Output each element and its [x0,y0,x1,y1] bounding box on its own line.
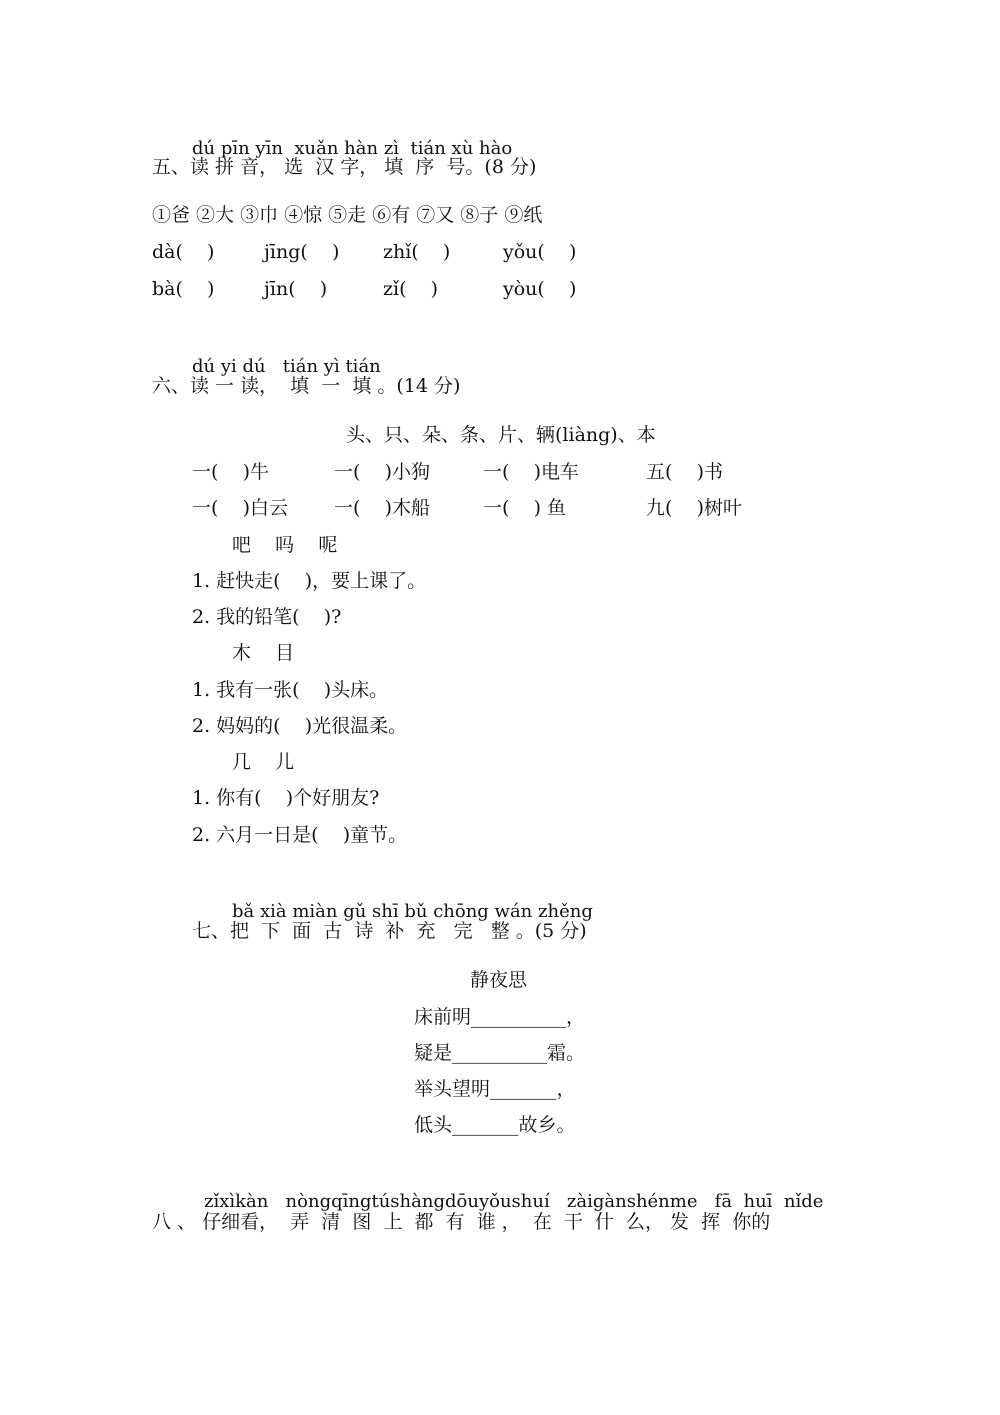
s5-row2-item: zǐ( ) [383,278,439,300]
s6-row1-item: 一( )小狗 [334,461,430,483]
s6-heading: 六、读 一 读， 填 一 填 。(14 分) [152,375,461,397]
s7-poem-line: 床前明__________， [414,1006,586,1028]
s6-row2-item: 九( )树叶 [646,497,742,519]
s6-row1-item: 一( )牛 [192,461,269,483]
s6-group1-chars: 吧 吗 呢 [232,534,338,556]
s6-measure-words: 头、只、朵、条、片、辆(liàng)、本 [346,424,656,446]
s5-pinyin: dú pīn yīn xuǎn hàn zì tián xù hào [192,138,513,159]
s6-group3-item: 2. 六月一日是( )童节。 [192,824,408,846]
s5-row2-item: yòu( ) [503,278,577,300]
s7-heading: 七、把 下 面 古 诗 补 充 完 整 。(5 分) [192,920,587,942]
s5-row2-item: bà( ) [152,278,215,300]
s6-group2-item: 1. 我有一张( )头床。 [192,679,389,701]
s6-group3-chars: 几 儿 [232,751,295,773]
s7-poem-line: 举头望明_______， [414,1078,576,1100]
s6-row1-item: 一( )电车 [483,461,579,483]
s7-poem-title: 静夜思 [470,969,528,991]
s7-poem-line: 低头_______故乡。 [414,1114,576,1136]
s5-row2-item: jīn( ) [264,278,328,300]
s7-pinyin: bǎ xià miàn gǔ shī bǔ chōng wán zhěng [232,901,593,922]
s6-group2-chars: 木 目 [232,642,295,664]
s6-row2-item: 一( )白云 [192,497,288,519]
s6-row2-item: 一( )木船 [334,497,430,519]
s5-row1-item: zhǐ( ) [383,241,451,263]
s6-group2-item: 2. 妈妈的( )光很温柔。 [192,715,408,737]
s6-row2-item: 一( ) 鱼 [483,497,567,519]
s7-poem-line: 疑是__________霜。 [414,1042,586,1064]
s6-row1-item: 五( )书 [646,461,723,483]
s5-heading: 五、读 拼 音， 选 汉 字， 填 序 号。(8 分) [152,156,537,178]
s8-heading: 八 、 仔细看， 弄 清 图 上 都 有 谁 ， 在 干 什 么， 发 挥 你的 [152,1211,771,1233]
s5-row1-item: dà( ) [152,241,215,263]
s6-group1-item: 1. 赶快走( )，要上课了。 [192,570,427,592]
s5-options: ①爸 ②大 ③巾 ④惊 ⑤走 ⑥有 ⑦又 ⑧子 ⑨纸 [152,204,543,226]
s6-pinyin: dú yi dú tián yì tián [192,356,381,377]
s6-group3-item: 1. 你有( )个好朋友? [192,787,380,809]
s5-row1-item: yǒu( ) [503,241,577,263]
s8-pinyin: zǐxìkàn nòngqīngtúshàngdōuyǒushuí zàigànshénme fā huī nǐde [204,1191,824,1212]
s5-row1-item: jīng( ) [264,241,340,263]
s6-group1-item: 2. 我的铅笔( )? [192,606,342,628]
